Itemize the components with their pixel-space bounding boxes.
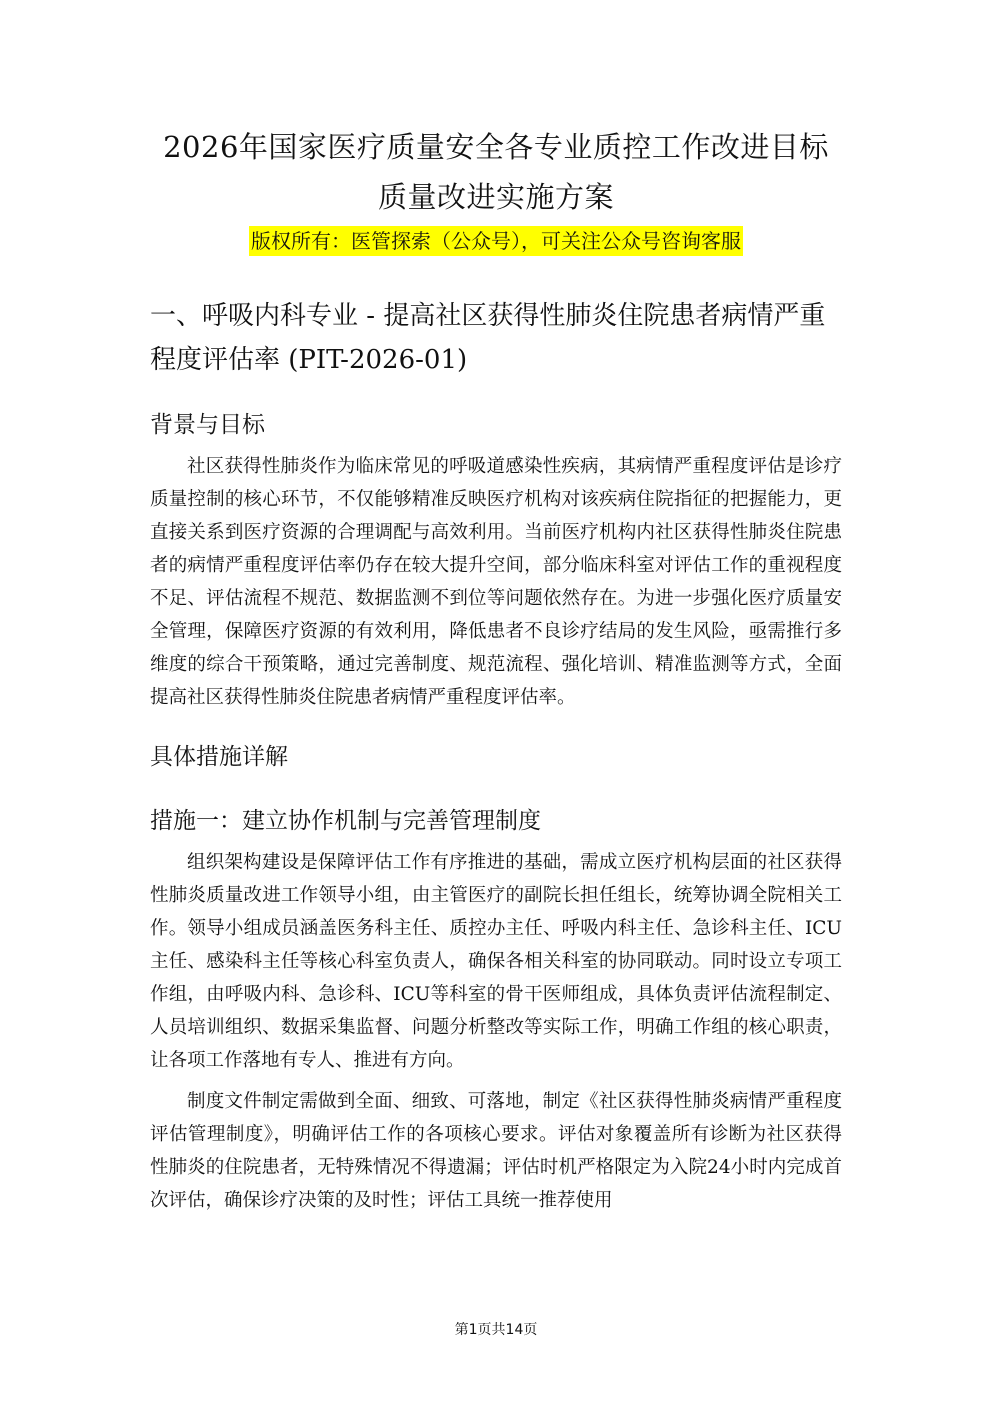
- background-paragraph: 社区获得性肺炎作为临床常见的呼吸道感染性疾病，其病情严重程度评估是诊疗质量控制的核心环节，不仅能够精准反映医疗机构对该疾病住院指征的把握能力，更直接关系到医疗资源的合理调配与高效利用。当前医疗机构内社区获得性肺炎住院患者的病情严重程度评估率仍存在较大提升空间，部分临床科室对评估工作的重视程度不足、评估流程不规范、数据监测不到位等问题依然存在。为进一步强化医疗质量安全管理，保障医疗资源的有效利用，降低患者不良诊疗结局的发生风险，亟需推行多维度的综合干预策略，通过完善制度、规范流程、强化培训、精准监测等方式，全面提高社区获得性肺炎住院患者病情严重程度评估率。: [150, 456, 842, 708]
- measure1-heading: 措施一：建立协作机制与完善管理制度: [150, 808, 541, 834]
- copyright-notice: 版权所有：医管探索（公众号），可关注公众号咨询客服: [249, 226, 743, 256]
- document-title-line1: 2026年国家医疗质量安全各专业质控工作改进目标: [163, 130, 829, 164]
- measure1-paragraph-1: 组织架构建设是保障评估工作有序推进的基础，需成立医疗机构层面的社区获得性肺炎质量改进工作领导小组，由主管医疗的副院长担任组长，统筹协调全院相关工作。领导小组成员涵盖医务科主任、质控办主任、呼吸内科主任、急诊科主任、ICU主任、感染科主任等核心科室负责人，确保各相关科室的协同联动。同时设立专项工作组，由呼吸内科、急诊科、ICU等科室的骨干医师组成，具体负责评估流程制定、人员培训组织、数据采集监督、问题分析整改等实际工作，明确工作组的核心职责，让各项工作落地有专人、推进有方向。: [150, 852, 842, 1071]
- page-footer: [0, 1320, 992, 1340]
- measure1-paragraph-2: 制度文件制定需做到全面、细致、可落地，制定《社区获得性肺炎病情严重程度评估管理制度》，明确评估工作的各项核心要求。评估对象覆盖所有诊断为社区获得性肺炎的住院患者，无特殊情况不得遗漏；评估时机严格限定为入院24小时内完成首次评估，确保诊疗决策的及时性；评估工具统一推荐使用: [150, 1091, 842, 1211]
- page-number: 第1页共14页: [454, 1322, 538, 1338]
- copyright-row: [150, 226, 842, 256]
- section-heading: 一、呼吸内科专业 - 提高社区获得性肺炎住院患者病情严重程度评估率 (PIT-2026-01): [150, 301, 826, 375]
- document-title-line2: 质量改进实施方案: [377, 180, 614, 214]
- page-content: [150, 122, 842, 1217]
- document-title: [150, 122, 842, 222]
- measures-heading: 具体措施详解: [150, 744, 288, 770]
- background-heading: 背景与目标: [150, 412, 265, 438]
